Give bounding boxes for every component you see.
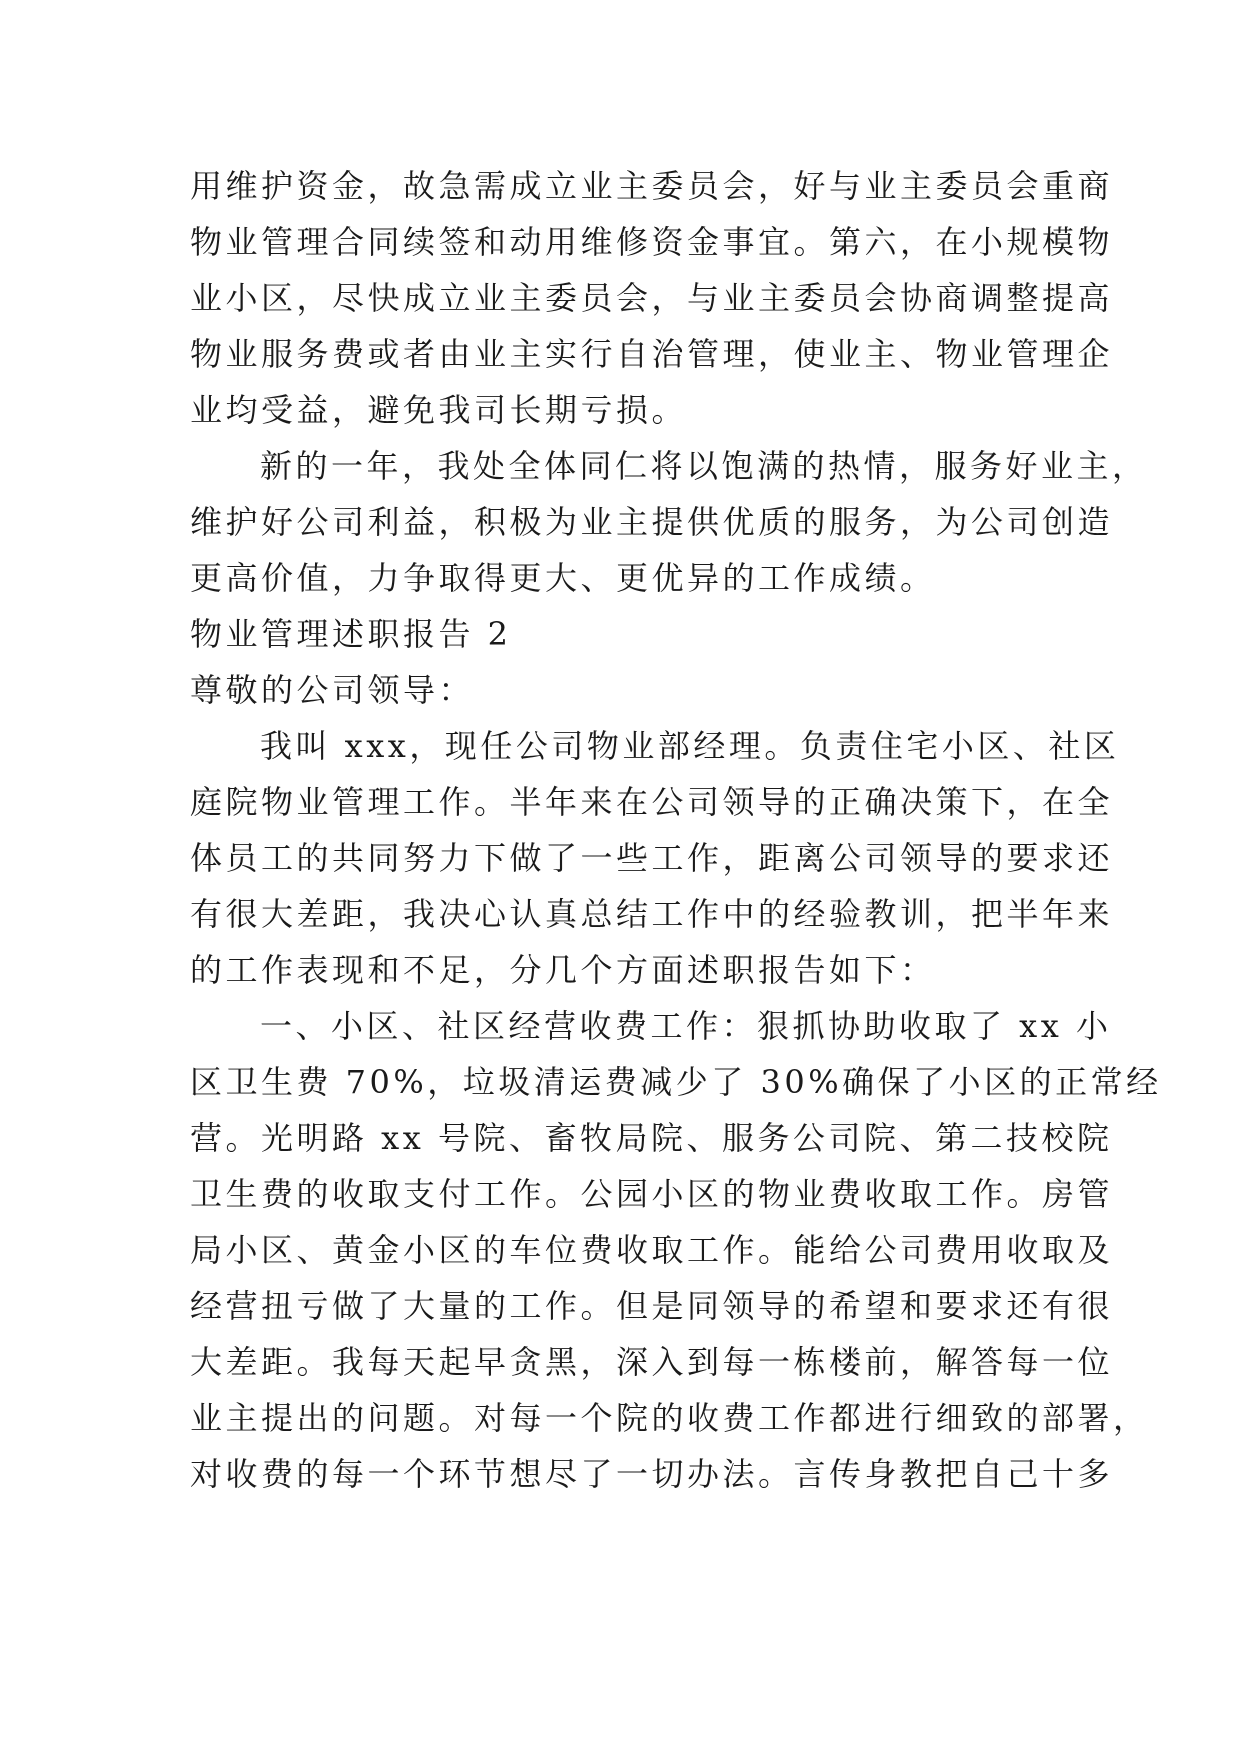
text-line: 用维护资金，故急需成立业主委员会，好与业主委员会重商 xyxy=(190,167,1114,205)
text-line: 体员工的共同努力下做了一些工作，距离公司领导的要求还 xyxy=(190,839,1114,877)
text-line: 更高价值，力争取得更大、更优异的工作成绩。 xyxy=(190,559,936,597)
text-line: 新的一年，我处全体同仁将以饱满的热情，服务好业主， xyxy=(260,447,1148,485)
text-line: 一、小区、社区经营收费工作：狠抓协助收取了 xx 小 xyxy=(260,1007,1112,1045)
text-line: 尊敬的公司领导： xyxy=(190,671,475,709)
text-line: 维护好公司利益，积极为业主提供优质的服务，为公司创造 xyxy=(190,503,1114,541)
text-line: 经营扭亏做了大量的工作。但是同领导的希望和要求还有很 xyxy=(190,1287,1114,1325)
text-line: 区卫生费 70%，垃圾清运费减少了 30%确保了小区的正常经 xyxy=(190,1063,1162,1101)
text-line: 营。光明路 xx 号院、畜牧局院、服务公司院、第二技校院 xyxy=(190,1119,1113,1157)
text-line: 庭院物业管理工作。半年来在公司领导的正确决策下，在全 xyxy=(190,783,1114,821)
text-line: 物业服务费或者由业主实行自治管理，使业主、物业管理企 xyxy=(190,335,1114,373)
text-line: 物业管理述职报告 2 xyxy=(190,615,512,653)
text-line: 的工作表现和不足，分几个方面述职报告如下： xyxy=(190,951,936,989)
text-line: 业主提出的问题。对每一个院的收费工作都进行细致的部署， xyxy=(190,1399,1149,1437)
text-line: 我叫 xxx，现任公司物业部经理。负责住宅小区、社区 xyxy=(260,727,1120,765)
document-body xyxy=(190,158,1162,1502)
text-line: 物业管理合同续签和动用维修资金事宜。第六，在小规模物 xyxy=(190,223,1114,261)
text-line: 大差距。我每天起早贪黑，深入到每一栋楼前，解答每一位 xyxy=(190,1343,1114,1381)
text-line: 对收费的每一个环节想尽了一切办法。言传身教把自己十多 xyxy=(190,1455,1114,1493)
text-line: 卫生费的收取支付工作。公园小区的物业费收取工作。房管 xyxy=(190,1175,1114,1213)
text-line: 业均受益，避免我司长期亏损。 xyxy=(190,391,688,429)
text-line: 有很大差距，我决心认真总结工作中的经验教训，把半年来 xyxy=(190,895,1114,933)
text-line: 业小区，尽快成立业主委员会，与业主委员会协商调整提高 xyxy=(190,279,1114,317)
text-line: 局小区、黄金小区的车位费收取工作。能给公司费用收取及 xyxy=(190,1231,1114,1269)
